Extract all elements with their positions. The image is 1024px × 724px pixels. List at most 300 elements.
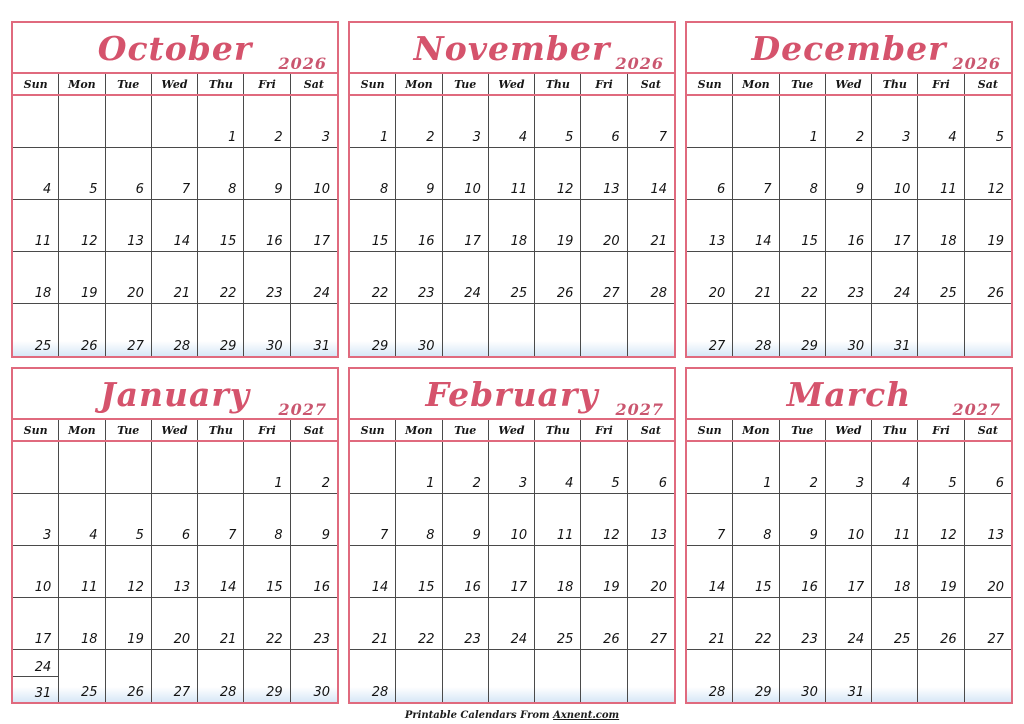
day-cell <box>396 96 442 148</box>
day-cell <box>198 494 244 546</box>
weekday-label-thu: Thu <box>198 74 244 94</box>
day-number: 30 <box>418 339 435 354</box>
day-cell <box>350 200 396 252</box>
day-number: 8 <box>809 182 818 197</box>
day-number: 12 <box>81 234 98 249</box>
day-number: 3 <box>902 130 911 145</box>
month-calendar-february-2027 <box>348 367 676 704</box>
day-number: 12 <box>987 182 1004 197</box>
day-cell <box>244 650 290 702</box>
day-cell <box>152 494 198 546</box>
day-cell <box>965 148 1011 200</box>
day-cell <box>443 200 489 252</box>
weekday-label-fri: Fri <box>581 74 627 94</box>
day-cell <box>535 546 581 598</box>
month-calendar-january-2027 <box>11 367 339 704</box>
months-grid <box>11 21 1013 704</box>
day-cell <box>687 598 733 650</box>
day-number: 13 <box>650 528 667 543</box>
day-cell <box>59 200 105 252</box>
day-cell <box>396 148 442 200</box>
day-cell <box>350 304 396 356</box>
day-cell <box>443 494 489 546</box>
day-cell <box>198 200 244 252</box>
day-number: 3 <box>855 476 865 491</box>
day-cell <box>872 598 918 650</box>
day-cell <box>291 304 337 356</box>
day-cell <box>826 598 872 650</box>
weekday-label-mon: Mon <box>396 74 442 94</box>
day-cell <box>13 650 59 702</box>
day-number: 9 <box>472 528 481 543</box>
weekday-label-sun: Sun <box>350 74 396 94</box>
footer-site-link[interactable]: Axnent.com <box>553 710 620 721</box>
day-number: 1 <box>380 130 389 145</box>
day-cell <box>13 494 59 546</box>
day-number: 5 <box>135 528 144 543</box>
day-number: 29 <box>801 339 818 354</box>
day-cell <box>244 546 290 598</box>
weekday-label-sun: Sun <box>687 420 733 440</box>
day-cell <box>244 494 290 546</box>
day-cell <box>106 148 152 200</box>
day-cell <box>443 148 489 200</box>
day-number: 25 <box>81 685 98 700</box>
day-number: 6 <box>611 130 620 145</box>
day-cell <box>628 442 674 494</box>
day-number: 12 <box>556 182 574 197</box>
day-cell <box>581 598 627 650</box>
day-cell-empty <box>152 442 198 494</box>
day-cell <box>198 148 244 200</box>
day-cell <box>780 200 826 252</box>
day-cell <box>350 494 396 546</box>
weekday-label-thu: Thu <box>535 420 581 440</box>
weekday-label-sat: Sat <box>977 77 998 91</box>
weekday-label-tue: Tue <box>780 420 826 440</box>
weekday-label-sun: Sun <box>13 420 59 440</box>
day-number: 14 <box>755 234 772 249</box>
day-cell-empty <box>918 304 964 356</box>
day-cell-empty <box>918 650 964 702</box>
day-cell <box>918 252 964 304</box>
weekday-label-sat: Sat <box>977 423 998 437</box>
day-cell <box>687 650 733 702</box>
day-number: 22 <box>418 632 435 647</box>
day-cell <box>918 96 964 148</box>
day-number: 12 <box>127 580 144 595</box>
day-cell <box>826 650 872 702</box>
day-cell <box>733 494 779 546</box>
day-cell <box>244 148 290 200</box>
day-number: 16 <box>464 580 481 595</box>
day-number: 27 <box>708 339 726 354</box>
day-cell <box>535 96 581 148</box>
day-number: 24 <box>464 286 481 301</box>
day-cell <box>396 200 442 252</box>
day-cell <box>59 252 105 304</box>
day-number: 26 <box>603 632 620 647</box>
day-number: 19 <box>556 234 574 249</box>
day-number: 28 <box>708 685 726 700</box>
day-cell <box>965 598 1011 650</box>
day-cell <box>198 96 244 148</box>
weekday-label-thu: Thu <box>872 420 918 440</box>
day-number: 31 <box>847 685 865 700</box>
weekday-header-row <box>350 72 674 96</box>
day-cell <box>581 442 627 494</box>
day-number: 3 <box>472 130 481 145</box>
day-number: 1 <box>228 130 237 145</box>
day-number: 25 <box>893 632 911 647</box>
weekday-label-thu: Thu <box>198 420 244 440</box>
day-cell <box>198 546 244 598</box>
day-cell <box>687 546 733 598</box>
day-number: 19 <box>603 580 620 595</box>
day-cell <box>350 650 396 702</box>
day-number: 20 <box>650 580 667 595</box>
day-number: 19 <box>987 234 1004 249</box>
day-number: 25 <box>34 339 52 354</box>
day-number: 18 <box>81 632 98 647</box>
day-number: 2 <box>274 130 283 145</box>
day-number: 3 <box>321 130 330 145</box>
day-number: 26 <box>127 685 144 700</box>
weekday-label-sat: Sat <box>303 77 324 91</box>
day-number: 17 <box>313 234 330 249</box>
day-cell <box>628 200 674 252</box>
day-cell <box>489 494 535 546</box>
weekday-label-sat: Sat <box>640 77 661 91</box>
day-cell <box>59 546 105 598</box>
day-cell <box>965 252 1011 304</box>
day-cell <box>872 252 918 304</box>
day-number: 14 <box>219 580 237 595</box>
dates-grid <box>350 442 674 702</box>
day-number: 1 <box>763 476 772 491</box>
day-cell <box>780 442 826 494</box>
day-number: 20 <box>127 286 144 301</box>
day-number: 15 <box>418 580 435 595</box>
day-number: 15 <box>371 234 389 249</box>
day-number: 4 <box>565 476 574 491</box>
day-cell-empty <box>396 650 442 702</box>
month-year-label: 2027 <box>278 400 327 419</box>
day-cell <box>535 200 581 252</box>
weekday-label-sat: Sat <box>303 423 324 437</box>
month-calendar-october-2026 <box>11 21 339 358</box>
day-cell <box>826 494 872 546</box>
day-cell <box>106 304 152 356</box>
day-cell <box>443 96 489 148</box>
day-cell <box>489 96 535 148</box>
day-number: 5 <box>995 130 1004 145</box>
weekday-label-wed: Wed <box>152 74 198 94</box>
month-title-bar <box>687 369 1011 418</box>
day-number: 31 <box>313 339 330 354</box>
day-cell <box>687 304 733 356</box>
day-cell <box>780 252 826 304</box>
day-number: 17 <box>510 580 528 595</box>
day-number: 11 <box>940 182 957 197</box>
weekday-label-tue: Tue <box>443 420 489 440</box>
day-cell <box>244 252 290 304</box>
weekday-label-tue: Tue <box>106 420 152 440</box>
day-cell-empty <box>965 304 1011 356</box>
day-cell <box>59 494 105 546</box>
day-number: 10 <box>313 182 330 197</box>
day-cell <box>965 442 1011 494</box>
weekday-label-fri: Fri <box>244 420 290 440</box>
day-number: 31 <box>34 686 52 701</box>
weekday-label-wed: Wed <box>152 420 198 440</box>
day-cell <box>872 442 918 494</box>
day-cell <box>106 494 152 546</box>
day-number: 26 <box>556 286 574 301</box>
day-cell <box>872 494 918 546</box>
day-number: 13 <box>708 234 726 249</box>
day-cell <box>826 148 872 200</box>
weekday-label-mon: Mon <box>396 420 442 440</box>
day-cell <box>152 200 198 252</box>
day-number: 7 <box>717 528 726 543</box>
day-cell <box>443 598 489 650</box>
dates-grid <box>687 96 1011 356</box>
day-cell <box>918 546 964 598</box>
day-cell <box>780 650 826 702</box>
day-cell <box>152 252 198 304</box>
day-number: 22 <box>219 286 237 301</box>
day-number: 8 <box>380 182 389 197</box>
weekday-header-row <box>350 418 674 442</box>
day-number: 6 <box>135 182 144 197</box>
day-cell <box>59 304 105 356</box>
day-cell <box>535 148 581 200</box>
day-number: 14 <box>650 182 667 197</box>
day-number: 16 <box>313 580 330 595</box>
day-cell <box>291 252 337 304</box>
day-cell <box>780 494 826 546</box>
day-number: 19 <box>81 286 98 301</box>
weekday-header-row <box>687 72 1011 96</box>
day-number: 15 <box>266 580 283 595</box>
day-cell <box>581 200 627 252</box>
day-cell <box>350 598 396 650</box>
day-number: 12 <box>940 528 957 543</box>
month-year-label: 2026 <box>615 54 664 73</box>
day-number: 22 <box>755 632 772 647</box>
weekday-label-fri: Fri <box>581 420 627 440</box>
day-number: 26 <box>940 632 957 647</box>
day-number: 23 <box>464 632 481 647</box>
day-cell <box>244 304 290 356</box>
day-number: 28 <box>371 685 389 700</box>
day-number: 28 <box>173 339 191 354</box>
day-cell <box>733 148 779 200</box>
day-cell <box>350 546 396 598</box>
day-number: 1 <box>274 476 283 491</box>
day-cell-empty <box>687 96 733 148</box>
day-cell <box>628 252 674 304</box>
day-number: 2 <box>426 130 435 145</box>
day-cell <box>628 598 674 650</box>
weekday-header-row <box>687 418 1011 442</box>
day-cell <box>733 252 779 304</box>
day-cell <box>628 148 674 200</box>
day-number: 8 <box>426 528 435 543</box>
day-cell <box>535 494 581 546</box>
day-cell <box>106 200 152 252</box>
day-number: 22 <box>801 286 818 301</box>
footer-credit <box>0 710 1024 721</box>
day-cell <box>535 442 581 494</box>
day-number: 11 <box>893 528 911 543</box>
day-cell <box>489 252 535 304</box>
weekday-label-sat: Sat <box>640 423 661 437</box>
day-cell <box>198 598 244 650</box>
month-title-october: October <box>97 29 253 68</box>
weekday-label-wed: Wed <box>489 420 535 440</box>
day-cell-empty <box>489 650 535 702</box>
day-cell-empty <box>628 304 674 356</box>
month-title-january: January <box>100 375 250 414</box>
day-cell <box>152 650 198 702</box>
weekday-label-wed: Wed <box>826 420 872 440</box>
weekday-label-fri: Fri <box>918 420 964 440</box>
day-cell <box>872 304 918 356</box>
day-number: 20 <box>173 632 191 647</box>
day-cell <box>489 442 535 494</box>
day-cell <box>291 650 337 702</box>
day-cell <box>826 304 872 356</box>
day-number: 5 <box>565 130 574 145</box>
weekday-header-row <box>13 72 337 96</box>
day-cell <box>396 598 442 650</box>
day-number: 8 <box>228 182 237 197</box>
day-cell <box>396 494 442 546</box>
day-number: 15 <box>755 580 772 595</box>
weekday-label-fri: Fri <box>918 74 964 94</box>
day-cell <box>106 650 152 702</box>
day-number: 11 <box>34 234 52 249</box>
day-number: 10 <box>34 580 52 595</box>
day-number: 21 <box>219 632 237 647</box>
day-cell-empty <box>443 650 489 702</box>
day-number: 26 <box>81 339 98 354</box>
day-number: 4 <box>518 130 528 145</box>
day-number: 9 <box>809 528 818 543</box>
day-cell <box>826 252 872 304</box>
day-number: 27 <box>173 685 191 700</box>
day-cell <box>291 148 337 200</box>
day-number: 27 <box>987 632 1004 647</box>
day-cell-empty <box>350 442 396 494</box>
day-number: 30 <box>313 685 330 700</box>
day-cell <box>826 442 872 494</box>
day-number: 4 <box>43 182 52 197</box>
day-cell <box>59 598 105 650</box>
month-calendar-november-2026 <box>348 21 676 358</box>
month-calendar-march-2027 <box>685 367 1013 704</box>
day-cell <box>535 598 581 650</box>
month-year-label: 2027 <box>952 400 1001 419</box>
day-number: 13 <box>603 182 620 197</box>
weekday-label-thu: Thu <box>535 74 581 94</box>
day-cell <box>733 546 779 598</box>
day-number: 27 <box>127 339 144 354</box>
day-number: 31 <box>893 339 911 354</box>
day-number: 29 <box>755 685 772 700</box>
day-number: 13 <box>987 528 1004 543</box>
day-number: 21 <box>173 286 191 301</box>
day-number: 18 <box>893 580 911 595</box>
day-cell <box>152 148 198 200</box>
day-cell <box>780 598 826 650</box>
day-cell <box>350 148 396 200</box>
day-cell <box>13 304 59 356</box>
day-number: 9 <box>274 182 283 197</box>
day-number: 28 <box>219 685 237 700</box>
day-number: 16 <box>801 580 818 595</box>
day-number: 11 <box>510 182 528 197</box>
day-cell <box>535 252 581 304</box>
day-cell-empty <box>198 442 244 494</box>
day-cell <box>687 252 733 304</box>
day-number: 15 <box>219 234 237 249</box>
day-number: 7 <box>228 528 237 543</box>
weekday-label-sun: Sun <box>13 74 59 94</box>
day-number: 21 <box>371 632 389 647</box>
day-cell <box>350 96 396 148</box>
day-number: 22 <box>371 286 389 301</box>
weekday-label-tue: Tue <box>443 74 489 94</box>
day-number: 17 <box>34 632 52 647</box>
weekday-label-wed: Wed <box>826 74 872 94</box>
day-cell-empty <box>535 650 581 702</box>
day-cell <box>581 546 627 598</box>
day-number: 22 <box>266 632 283 647</box>
day-cell-empty <box>106 96 152 148</box>
weekday-label-fri: Fri <box>244 74 290 94</box>
day-cell <box>918 148 964 200</box>
footer-text: Printable Calendars From <box>404 710 550 721</box>
day-number: 10 <box>464 182 481 197</box>
day-cell <box>780 148 826 200</box>
dates-grid <box>13 96 337 356</box>
day-cell <box>489 148 535 200</box>
day-number: 7 <box>181 182 191 197</box>
day-cell-empty <box>13 442 59 494</box>
day-number: 23 <box>313 632 330 647</box>
weekday-header-row <box>13 418 337 442</box>
day-number: 18 <box>34 286 52 301</box>
day-cell-empty <box>443 304 489 356</box>
day-number: 28 <box>650 286 667 301</box>
day-number: 11 <box>81 580 98 595</box>
day-number: 27 <box>650 632 667 647</box>
month-title-february: February <box>425 375 599 414</box>
day-cell-empty <box>581 650 627 702</box>
day-number: 18 <box>556 580 574 595</box>
day-number: 5 <box>611 476 620 491</box>
day-cell <box>687 200 733 252</box>
month-year-label: 2026 <box>952 54 1001 73</box>
weekday-label-mon: Mon <box>733 74 779 94</box>
day-number: 10 <box>847 528 865 543</box>
day-number: 29 <box>371 339 389 354</box>
day-cell <box>198 304 244 356</box>
day-cell <box>826 200 872 252</box>
